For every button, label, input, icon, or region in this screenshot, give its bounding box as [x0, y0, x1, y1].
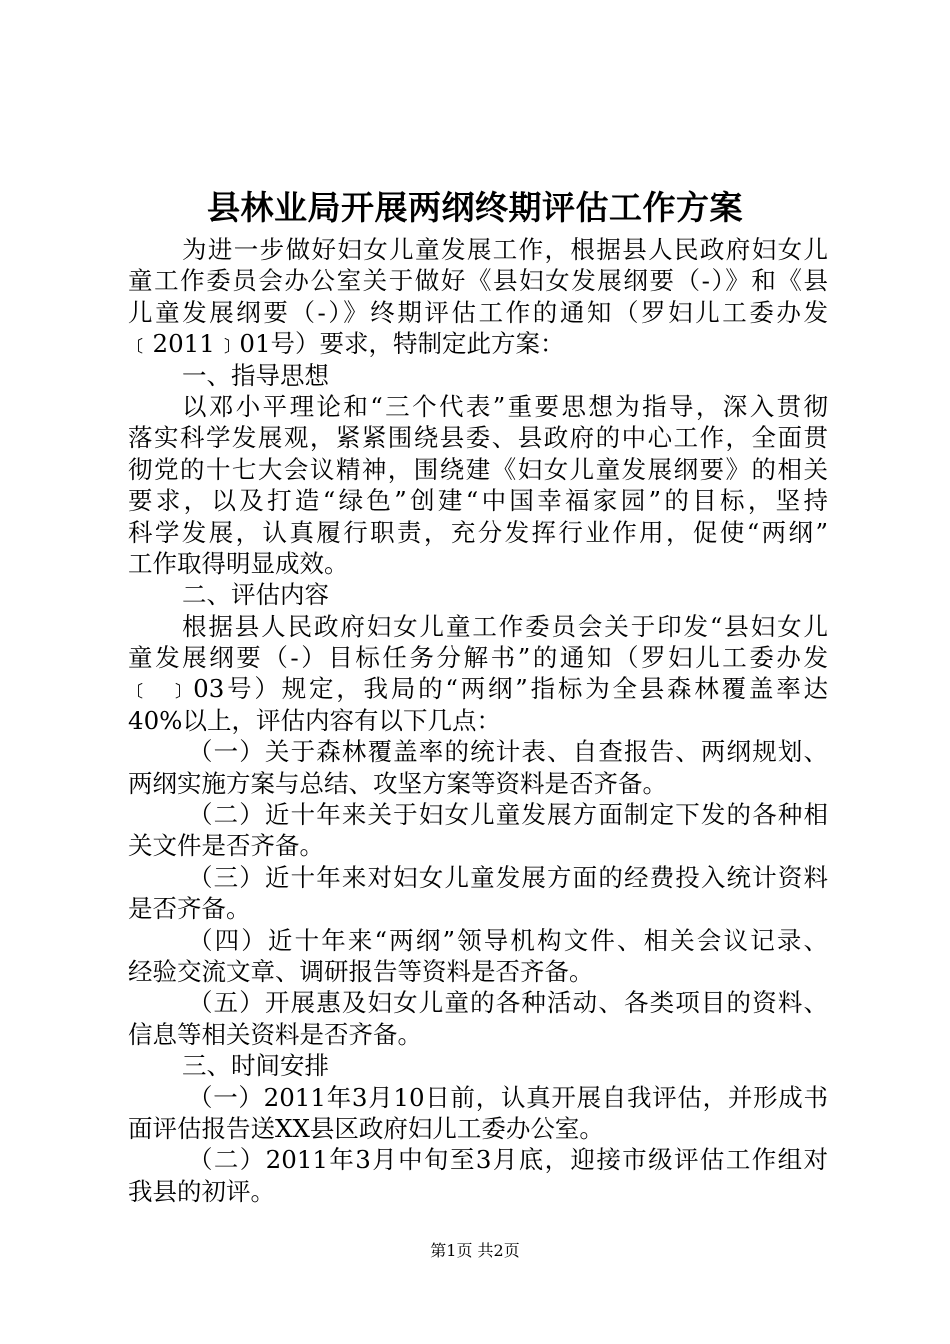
body-line: 我县的初评。 — [128, 1176, 275, 1206]
body-line: 以邓小平理论和“三个代表”重要思想为指导，深入贯彻 — [182, 391, 828, 421]
document-title: 县林业局开展两纲终期评估工作方案 — [207, 188, 743, 227]
body-line: （一）关于森林覆盖率的统计表、自查报告、两纲规划、 — [188, 737, 828, 767]
body-line: 关文件是否齐备。 — [128, 831, 324, 861]
body-line: 童工作委员会办公室关于做好《县妇女发展纲要（-）》和《县 — [128, 266, 828, 296]
body-line: 面评估报告送XX县区政府妇儿工委办公室。 — [128, 1113, 604, 1143]
body-line: 40%以上，评估内容有以下几点： — [128, 705, 501, 735]
body-line: ﹝ ﹞03号）规定，我局的“两纲”指标为全县森林覆盖率达 — [128, 674, 828, 704]
body-line: 儿童发展纲要（-）》终期评估工作的通知（罗妇儿工委办发 — [128, 297, 828, 327]
body-line: 信息等相关资料是否齐备。 — [128, 1019, 422, 1049]
body-line: 为进一步做好妇女儿童发展工作，根据县人民政府妇女儿 — [182, 235, 828, 264]
body-line: 三、时间安排 — [182, 1051, 329, 1081]
page-footer: 第1页 共2页 — [430, 1241, 520, 1260]
body-line: 二、评估内容 — [182, 580, 329, 610]
body-line: （一）2011年3月10日前，认真开展自我评估，并形成书 — [188, 1082, 828, 1112]
body-line: 要求，以及打造“绿色”创建“中国幸福家园”的目标，坚持 — [128, 486, 828, 516]
body-line: 经验交流文章、调研报告等资料是否齐备。 — [128, 956, 594, 986]
body-line: 根据县人民政府妇女儿童工作委员会关于印发“县妇女儿 — [182, 611, 828, 641]
body-line: 科学发展，认真履行职责，充分发挥行业作用，促使“两纲” — [128, 517, 828, 547]
body-line: 童发展纲要（-）目标任务分解书”的通知（罗妇儿工委办发 — [128, 643, 828, 673]
body-line: 是否齐备。 — [128, 894, 251, 924]
body-line: 一、指导思想 — [182, 360, 329, 390]
document-body — [128, 234, 828, 1207]
body-line: 工作取得明显成效。 — [128, 548, 349, 578]
body-line: （二）2011年3月中旬至3月底，迎接市级评估工作组对 — [188, 1145, 828, 1175]
body-line: ﹝2011﹞01号）要求，特制定此方案： — [128, 329, 565, 359]
body-line: 落实科学发展观，紧紧围绕县委、县政府的中心工作，全面贯 — [128, 423, 828, 453]
body-line: （五）开展惠及妇女儿童的各种活动、各类项目的资料、 — [188, 988, 828, 1018]
body-line: 彻党的十七大会议精神，围绕建《妇女儿童发展纲要》的相关 — [128, 454, 828, 484]
body-line: （二）近十年来关于妇女儿童发展方面制定下发的各种相 — [188, 800, 828, 830]
body-line: 两纲实施方案与总结、攻坚方案等资料是否齐备。 — [128, 768, 667, 798]
body-line: （四）近十年来“两纲”领导机构文件、相关会议记录、 — [188, 925, 828, 955]
body-line: （三）近十年来对妇女儿童发展方面的经费投入统计资料 — [188, 862, 828, 892]
